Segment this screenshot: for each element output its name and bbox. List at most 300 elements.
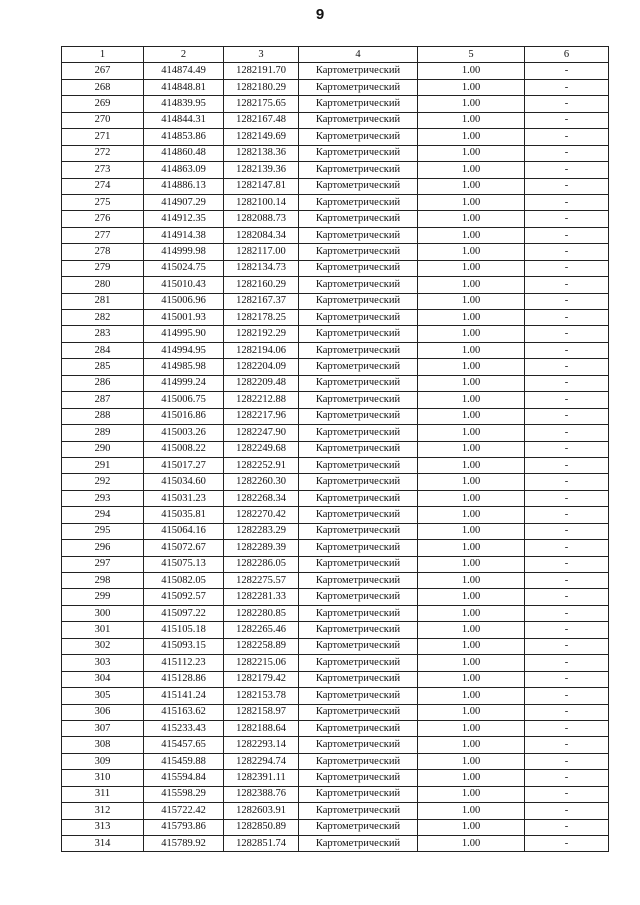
y-coordinate-cell: 1282204.09 bbox=[224, 359, 299, 375]
point-number-cell: 287 bbox=[62, 392, 144, 408]
table-row bbox=[62, 638, 609, 654]
accuracy-cell: 1.00 bbox=[418, 720, 525, 736]
point-number-cell: 299 bbox=[62, 589, 144, 605]
method-cell: Картометрический bbox=[299, 227, 418, 243]
note-cell: - bbox=[525, 589, 609, 605]
method-cell: Картометрический bbox=[299, 622, 418, 638]
table-row bbox=[62, 425, 609, 441]
accuracy-cell: 1.00 bbox=[418, 375, 525, 391]
method-cell: Картометрический bbox=[299, 425, 418, 441]
note-cell: - bbox=[525, 79, 609, 95]
accuracy-cell: 1.00 bbox=[418, 129, 525, 145]
accuracy-cell: 1.00 bbox=[418, 457, 525, 473]
table-row bbox=[62, 753, 609, 769]
table-row bbox=[62, 63, 609, 79]
note-cell: - bbox=[525, 556, 609, 572]
note-cell: - bbox=[525, 523, 609, 539]
x-coordinate-cell: 415141.24 bbox=[144, 688, 224, 704]
x-coordinate-cell: 415001.93 bbox=[144, 310, 224, 326]
point-number-cell: 281 bbox=[62, 293, 144, 309]
note-cell: - bbox=[525, 803, 609, 819]
y-coordinate-cell: 1282088.73 bbox=[224, 211, 299, 227]
accuracy-cell: 1.00 bbox=[418, 622, 525, 638]
point-number-cell: 298 bbox=[62, 573, 144, 589]
accuracy-cell: 1.00 bbox=[418, 63, 525, 79]
y-coordinate-cell: 1282217.96 bbox=[224, 408, 299, 424]
accuracy-cell: 1.00 bbox=[418, 836, 525, 852]
table-row bbox=[62, 688, 609, 704]
point-number-cell: 291 bbox=[62, 457, 144, 473]
note-cell: - bbox=[525, 96, 609, 112]
method-cell: Картометрический bbox=[299, 211, 418, 227]
y-coordinate-cell: 1282265.46 bbox=[224, 622, 299, 638]
note-cell: - bbox=[525, 326, 609, 342]
accuracy-cell: 1.00 bbox=[418, 655, 525, 671]
table-row bbox=[62, 671, 609, 687]
point-number-cell: 294 bbox=[62, 507, 144, 523]
point-number-cell: 286 bbox=[62, 375, 144, 391]
table-row bbox=[62, 655, 609, 671]
note-cell: - bbox=[525, 211, 609, 227]
accuracy-cell: 1.00 bbox=[418, 145, 525, 161]
y-coordinate-cell: 1282147.81 bbox=[224, 178, 299, 194]
accuracy-cell: 1.00 bbox=[418, 770, 525, 786]
x-coordinate-cell: 415016.86 bbox=[144, 408, 224, 424]
y-coordinate-cell: 1282280.85 bbox=[224, 605, 299, 621]
method-cell: Картометрический bbox=[299, 392, 418, 408]
method-cell: Картометрический bbox=[299, 342, 418, 358]
y-coordinate-cell: 1282117.00 bbox=[224, 244, 299, 260]
y-coordinate-cell: 1282158.97 bbox=[224, 704, 299, 720]
y-coordinate-cell: 1282180.29 bbox=[224, 79, 299, 95]
note-cell: - bbox=[525, 474, 609, 490]
point-number-cell: 307 bbox=[62, 720, 144, 736]
y-coordinate-cell: 1282293.14 bbox=[224, 737, 299, 753]
y-coordinate-cell: 1282283.29 bbox=[224, 523, 299, 539]
y-coordinate-cell: 1282249.68 bbox=[224, 441, 299, 457]
table-row bbox=[62, 556, 609, 572]
table-row bbox=[62, 836, 609, 852]
table-row bbox=[62, 490, 609, 506]
method-cell: Картометрический bbox=[299, 786, 418, 802]
method-cell: Картометрический bbox=[299, 375, 418, 391]
x-coordinate-cell: 414999.24 bbox=[144, 375, 224, 391]
point-number-cell: 290 bbox=[62, 441, 144, 457]
x-coordinate-cell: 415789.92 bbox=[144, 836, 224, 852]
method-cell: Картометрический bbox=[299, 293, 418, 309]
table-row bbox=[62, 211, 609, 227]
accuracy-cell: 1.00 bbox=[418, 688, 525, 704]
table-row bbox=[62, 523, 609, 539]
method-cell: Картометрический bbox=[299, 836, 418, 852]
x-coordinate-cell: 415034.60 bbox=[144, 474, 224, 490]
accuracy-cell: 1.00 bbox=[418, 540, 525, 556]
note-cell: - bbox=[525, 310, 609, 326]
note-cell: - bbox=[525, 753, 609, 769]
y-coordinate-cell: 1282149.69 bbox=[224, 129, 299, 145]
method-cell: Картометрический bbox=[299, 310, 418, 326]
x-coordinate-cell: 415072.67 bbox=[144, 540, 224, 556]
y-coordinate-cell: 1282167.37 bbox=[224, 293, 299, 309]
y-coordinate-cell: 1282281.33 bbox=[224, 589, 299, 605]
y-coordinate-cell: 1282270.42 bbox=[224, 507, 299, 523]
point-number-cell: 304 bbox=[62, 671, 144, 687]
note-cell: - bbox=[525, 457, 609, 473]
note-cell: - bbox=[525, 490, 609, 506]
note-cell: - bbox=[525, 770, 609, 786]
table-row bbox=[62, 819, 609, 835]
table-row bbox=[62, 803, 609, 819]
point-number-cell: 270 bbox=[62, 112, 144, 128]
y-coordinate-cell: 1282260.30 bbox=[224, 474, 299, 490]
y-coordinate-cell: 1282139.36 bbox=[224, 162, 299, 178]
table-row bbox=[62, 737, 609, 753]
note-cell: - bbox=[525, 737, 609, 753]
note-cell: - bbox=[525, 359, 609, 375]
method-cell: Картометрический bbox=[299, 162, 418, 178]
table-row bbox=[62, 342, 609, 358]
x-coordinate-cell: 414853.86 bbox=[144, 129, 224, 145]
accuracy-cell: 1.00 bbox=[418, 573, 525, 589]
accuracy-cell: 1.00 bbox=[418, 244, 525, 260]
method-cell: Картометрический bbox=[299, 770, 418, 786]
point-number-cell: 302 bbox=[62, 638, 144, 654]
y-coordinate-cell: 1282215.06 bbox=[224, 655, 299, 671]
y-coordinate-cell: 1282209.48 bbox=[224, 375, 299, 391]
y-coordinate-cell: 1282294.74 bbox=[224, 753, 299, 769]
accuracy-cell: 1.00 bbox=[418, 671, 525, 687]
method-cell: Картометрический bbox=[299, 638, 418, 654]
x-coordinate-cell: 414994.95 bbox=[144, 342, 224, 358]
y-coordinate-cell: 1282388.76 bbox=[224, 786, 299, 802]
x-coordinate-cell: 415163.62 bbox=[144, 704, 224, 720]
point-number-cell: 288 bbox=[62, 408, 144, 424]
y-coordinate-cell: 1282391.11 bbox=[224, 770, 299, 786]
method-cell: Картометрический bbox=[299, 753, 418, 769]
x-coordinate-cell: 415010.43 bbox=[144, 277, 224, 293]
note-cell: - bbox=[525, 638, 609, 654]
y-coordinate-cell: 1282188.64 bbox=[224, 720, 299, 736]
x-coordinate-cell: 415006.96 bbox=[144, 293, 224, 309]
point-number-cell: 277 bbox=[62, 227, 144, 243]
table-row bbox=[62, 474, 609, 490]
point-number-cell: 296 bbox=[62, 540, 144, 556]
x-coordinate-cell: 415459.88 bbox=[144, 753, 224, 769]
accuracy-cell: 1.00 bbox=[418, 112, 525, 128]
x-coordinate-cell: 414848.81 bbox=[144, 79, 224, 95]
accuracy-cell: 1.00 bbox=[418, 162, 525, 178]
table-row bbox=[62, 605, 609, 621]
method-cell: Картометрический bbox=[299, 441, 418, 457]
note-cell: - bbox=[525, 227, 609, 243]
accuracy-cell: 1.00 bbox=[418, 556, 525, 572]
point-number-cell: 300 bbox=[62, 605, 144, 621]
method-cell: Картометрический bbox=[299, 112, 418, 128]
accuracy-cell: 1.00 bbox=[418, 474, 525, 490]
table-row bbox=[62, 162, 609, 178]
point-number-cell: 312 bbox=[62, 803, 144, 819]
table-row bbox=[62, 359, 609, 375]
method-cell: Картометрический bbox=[299, 326, 418, 342]
note-cell: - bbox=[525, 244, 609, 260]
method-cell: Картометрический bbox=[299, 408, 418, 424]
point-number-cell: 310 bbox=[62, 770, 144, 786]
method-cell: Картометрический bbox=[299, 688, 418, 704]
accuracy-cell: 1.00 bbox=[418, 490, 525, 506]
table-row bbox=[62, 310, 609, 326]
note-cell: - bbox=[525, 720, 609, 736]
x-coordinate-cell: 415793.86 bbox=[144, 819, 224, 835]
note-cell: - bbox=[525, 63, 609, 79]
x-coordinate-cell: 415097.22 bbox=[144, 605, 224, 621]
method-cell: Картометрический bbox=[299, 556, 418, 572]
x-coordinate-cell: 415112.23 bbox=[144, 655, 224, 671]
y-coordinate-cell: 1282268.34 bbox=[224, 490, 299, 506]
x-coordinate-cell: 414863.09 bbox=[144, 162, 224, 178]
accuracy-cell: 1.00 bbox=[418, 96, 525, 112]
point-number-cell: 285 bbox=[62, 359, 144, 375]
x-coordinate-cell: 414907.29 bbox=[144, 194, 224, 210]
point-number-cell: 282 bbox=[62, 310, 144, 326]
accuracy-cell: 1.00 bbox=[418, 589, 525, 605]
y-coordinate-cell: 1282194.06 bbox=[224, 342, 299, 358]
table-row bbox=[62, 145, 609, 161]
table-row bbox=[62, 589, 609, 605]
x-coordinate-cell: 414912.35 bbox=[144, 211, 224, 227]
method-cell: Картометрический bbox=[299, 573, 418, 589]
x-coordinate-cell: 414844.31 bbox=[144, 112, 224, 128]
method-cell: Картометрический bbox=[299, 720, 418, 736]
method-cell: Картометрический bbox=[299, 523, 418, 539]
table-row bbox=[62, 112, 609, 128]
y-coordinate-cell: 1282192.29 bbox=[224, 326, 299, 342]
x-coordinate-cell: 415233.43 bbox=[144, 720, 224, 736]
method-cell: Картометрический bbox=[299, 145, 418, 161]
x-coordinate-cell: 415598.29 bbox=[144, 786, 224, 802]
method-cell: Картометрический bbox=[299, 655, 418, 671]
method-cell: Картометрический bbox=[299, 671, 418, 687]
accuracy-cell: 1.00 bbox=[418, 194, 525, 210]
x-coordinate-cell: 415092.57 bbox=[144, 589, 224, 605]
x-coordinate-cell: 414985.98 bbox=[144, 359, 224, 375]
x-coordinate-cell: 414995.90 bbox=[144, 326, 224, 342]
accuracy-cell: 1.00 bbox=[418, 803, 525, 819]
note-cell: - bbox=[525, 671, 609, 687]
method-cell: Картометрический bbox=[299, 178, 418, 194]
point-number-cell: 293 bbox=[62, 490, 144, 506]
y-coordinate-cell: 1282134.73 bbox=[224, 260, 299, 276]
column-header: 2 bbox=[144, 47, 224, 63]
method-cell: Картометрический bbox=[299, 96, 418, 112]
method-cell: Картометрический bbox=[299, 194, 418, 210]
accuracy-cell: 1.00 bbox=[418, 819, 525, 835]
note-cell: - bbox=[525, 178, 609, 194]
accuracy-cell: 1.00 bbox=[418, 753, 525, 769]
note-cell: - bbox=[525, 145, 609, 161]
note-cell: - bbox=[525, 786, 609, 802]
note-cell: - bbox=[525, 293, 609, 309]
table-row bbox=[62, 277, 609, 293]
note-cell: - bbox=[525, 704, 609, 720]
accuracy-cell: 1.00 bbox=[418, 605, 525, 621]
table-row bbox=[62, 441, 609, 457]
method-cell: Картометрический bbox=[299, 704, 418, 720]
accuracy-cell: 1.00 bbox=[418, 293, 525, 309]
note-cell: - bbox=[525, 375, 609, 391]
point-number-cell: 272 bbox=[62, 145, 144, 161]
note-cell: - bbox=[525, 162, 609, 178]
x-coordinate-cell: 415082.05 bbox=[144, 573, 224, 589]
method-cell: Картометрический bbox=[299, 819, 418, 835]
y-coordinate-cell: 1282175.65 bbox=[224, 96, 299, 112]
note-cell: - bbox=[525, 836, 609, 852]
x-coordinate-cell: 415003.26 bbox=[144, 425, 224, 441]
y-coordinate-cell: 1282247.90 bbox=[224, 425, 299, 441]
y-coordinate-cell: 1282275.57 bbox=[224, 573, 299, 589]
x-coordinate-cell: 415017.27 bbox=[144, 457, 224, 473]
point-number-cell: 308 bbox=[62, 737, 144, 753]
accuracy-cell: 1.00 bbox=[418, 786, 525, 802]
method-cell: Картометрический bbox=[299, 277, 418, 293]
point-number-cell: 297 bbox=[62, 556, 144, 572]
column-header: 1 bbox=[62, 47, 144, 63]
y-coordinate-cell: 1282084.34 bbox=[224, 227, 299, 243]
y-coordinate-cell: 1282258.89 bbox=[224, 638, 299, 654]
point-number-cell: 280 bbox=[62, 277, 144, 293]
y-coordinate-cell: 1282850.89 bbox=[224, 819, 299, 835]
point-number-cell: 273 bbox=[62, 162, 144, 178]
table-header-row bbox=[62, 47, 609, 63]
point-number-cell: 278 bbox=[62, 244, 144, 260]
table-row bbox=[62, 79, 609, 95]
y-coordinate-cell: 1282212.88 bbox=[224, 392, 299, 408]
accuracy-cell: 1.00 bbox=[418, 737, 525, 753]
accuracy-cell: 1.00 bbox=[418, 359, 525, 375]
note-cell: - bbox=[525, 408, 609, 424]
note-cell: - bbox=[525, 342, 609, 358]
note-cell: - bbox=[525, 194, 609, 210]
point-number-cell: 313 bbox=[62, 819, 144, 835]
x-coordinate-cell: 415006.75 bbox=[144, 392, 224, 408]
table-row bbox=[62, 293, 609, 309]
note-cell: - bbox=[525, 819, 609, 835]
accuracy-cell: 1.00 bbox=[418, 227, 525, 243]
table-row bbox=[62, 540, 609, 556]
point-number-cell: 274 bbox=[62, 178, 144, 194]
x-coordinate-cell: 415594.84 bbox=[144, 770, 224, 786]
point-number-cell: 292 bbox=[62, 474, 144, 490]
accuracy-cell: 1.00 bbox=[418, 277, 525, 293]
table-row bbox=[62, 573, 609, 589]
note-cell: - bbox=[525, 622, 609, 638]
note-cell: - bbox=[525, 112, 609, 128]
table-row bbox=[62, 326, 609, 342]
accuracy-cell: 1.00 bbox=[418, 425, 525, 441]
point-number-cell: 289 bbox=[62, 425, 144, 441]
accuracy-cell: 1.00 bbox=[418, 310, 525, 326]
y-coordinate-cell: 1282178.25 bbox=[224, 310, 299, 326]
table-row bbox=[62, 129, 609, 145]
point-number-cell: 268 bbox=[62, 79, 144, 95]
accuracy-cell: 1.00 bbox=[418, 523, 525, 539]
point-number-cell: 275 bbox=[62, 194, 144, 210]
method-cell: Картометрический bbox=[299, 260, 418, 276]
y-coordinate-cell: 1282851.74 bbox=[224, 836, 299, 852]
note-cell: - bbox=[525, 655, 609, 671]
accuracy-cell: 1.00 bbox=[418, 507, 525, 523]
accuracy-cell: 1.00 bbox=[418, 441, 525, 457]
accuracy-cell: 1.00 bbox=[418, 408, 525, 424]
note-cell: - bbox=[525, 392, 609, 408]
table-row bbox=[62, 96, 609, 112]
accuracy-cell: 1.00 bbox=[418, 392, 525, 408]
point-number-cell: 301 bbox=[62, 622, 144, 638]
table-row bbox=[62, 260, 609, 276]
point-number-cell: 311 bbox=[62, 786, 144, 802]
accuracy-cell: 1.00 bbox=[418, 178, 525, 194]
point-number-cell: 284 bbox=[62, 342, 144, 358]
table-row bbox=[62, 770, 609, 786]
point-number-cell: 269 bbox=[62, 96, 144, 112]
method-cell: Картометрический bbox=[299, 803, 418, 819]
x-coordinate-cell: 415031.23 bbox=[144, 490, 224, 506]
table-row bbox=[62, 408, 609, 424]
x-coordinate-cell: 415722.42 bbox=[144, 803, 224, 819]
x-coordinate-cell: 414839.95 bbox=[144, 96, 224, 112]
point-number-cell: 314 bbox=[62, 836, 144, 852]
note-cell: - bbox=[525, 688, 609, 704]
point-number-cell: 279 bbox=[62, 260, 144, 276]
table-row bbox=[62, 194, 609, 210]
method-cell: Картометрический bbox=[299, 63, 418, 79]
note-cell: - bbox=[525, 129, 609, 145]
y-coordinate-cell: 1282289.39 bbox=[224, 540, 299, 556]
y-coordinate-cell: 1282286.05 bbox=[224, 556, 299, 572]
accuracy-cell: 1.00 bbox=[418, 638, 525, 654]
y-coordinate-cell: 1282160.29 bbox=[224, 277, 299, 293]
method-cell: Картометрический bbox=[299, 474, 418, 490]
accuracy-cell: 1.00 bbox=[418, 342, 525, 358]
x-coordinate-cell: 415075.13 bbox=[144, 556, 224, 572]
x-coordinate-cell: 415064.16 bbox=[144, 523, 224, 539]
note-cell: - bbox=[525, 540, 609, 556]
note-cell: - bbox=[525, 260, 609, 276]
point-number-cell: 305 bbox=[62, 688, 144, 704]
table-row bbox=[62, 244, 609, 260]
method-cell: Картометрический bbox=[299, 507, 418, 523]
accuracy-cell: 1.00 bbox=[418, 260, 525, 276]
x-coordinate-cell: 415024.75 bbox=[144, 260, 224, 276]
accuracy-cell: 1.00 bbox=[418, 211, 525, 227]
note-cell: - bbox=[525, 605, 609, 621]
note-cell: - bbox=[525, 277, 609, 293]
column-header: 6 bbox=[525, 47, 609, 63]
table-row bbox=[62, 392, 609, 408]
method-cell: Картометрический bbox=[299, 244, 418, 260]
point-number-cell: 276 bbox=[62, 211, 144, 227]
point-number-cell: 309 bbox=[62, 753, 144, 769]
x-coordinate-cell: 415035.81 bbox=[144, 507, 224, 523]
point-number-cell: 271 bbox=[62, 129, 144, 145]
method-cell: Картометрический bbox=[299, 737, 418, 753]
y-coordinate-cell: 1282167.48 bbox=[224, 112, 299, 128]
x-coordinate-cell: 414886.13 bbox=[144, 178, 224, 194]
x-coordinate-cell: 415105.18 bbox=[144, 622, 224, 638]
method-cell: Картометрический bbox=[299, 490, 418, 506]
accuracy-cell: 1.00 bbox=[418, 704, 525, 720]
table-row bbox=[62, 178, 609, 194]
x-coordinate-cell: 414860.48 bbox=[144, 145, 224, 161]
